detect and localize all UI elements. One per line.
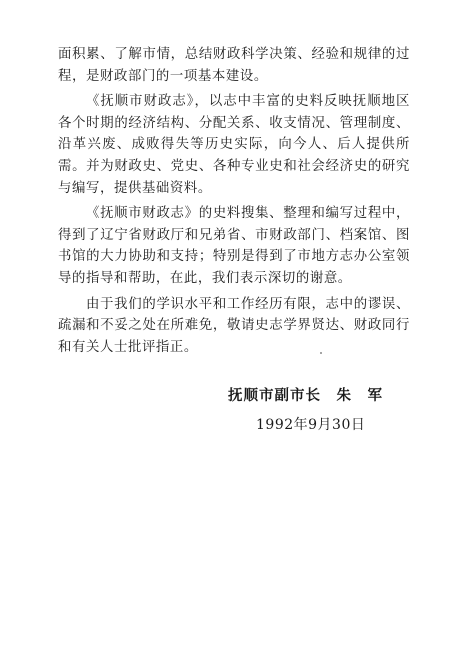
paragraph-3: 《抚顺市财政志》的史料搜集、整理和编写过程中，得到了辽宁省财政厅和兄弟省、市财政部门、档案馆、图书馆的大力协助和支持；特别是得到了市地方志办公室领导的指导和帮助，在此，我们表示深切的谢意。	[58, 206, 410, 286]
paragraph-4: 由于我们的学识水平和工作经历有限，志中的谬误、疏漏和不妥之处在所难免，敬请史志学界贤达、财政同行和有关人士批评指正。	[58, 296, 410, 355]
scan-speck	[320, 352, 322, 354]
signature: 抚顺市副市长 朱 军	[228, 387, 383, 404]
paragraph-1: 面积累、了解市情，总结财政科学决策、经验和规律的过程，是财政部门的一项基本建设。	[58, 47, 410, 84]
preface-body	[58, 44, 410, 362]
paragraph-2: 《抚顺市财政志》，以志中丰富的史料反映抚顺地区各个时期的经济结构、分配关系、收支情况、管理制度、沿革兴废、成败得失等历史实际，向今人、后人提供所需。并为财政史、党史、各种专业史和社会经济史的研究与编写，提供基础资料。	[58, 94, 410, 196]
signature-date: 1992年9月30日	[256, 417, 366, 433]
